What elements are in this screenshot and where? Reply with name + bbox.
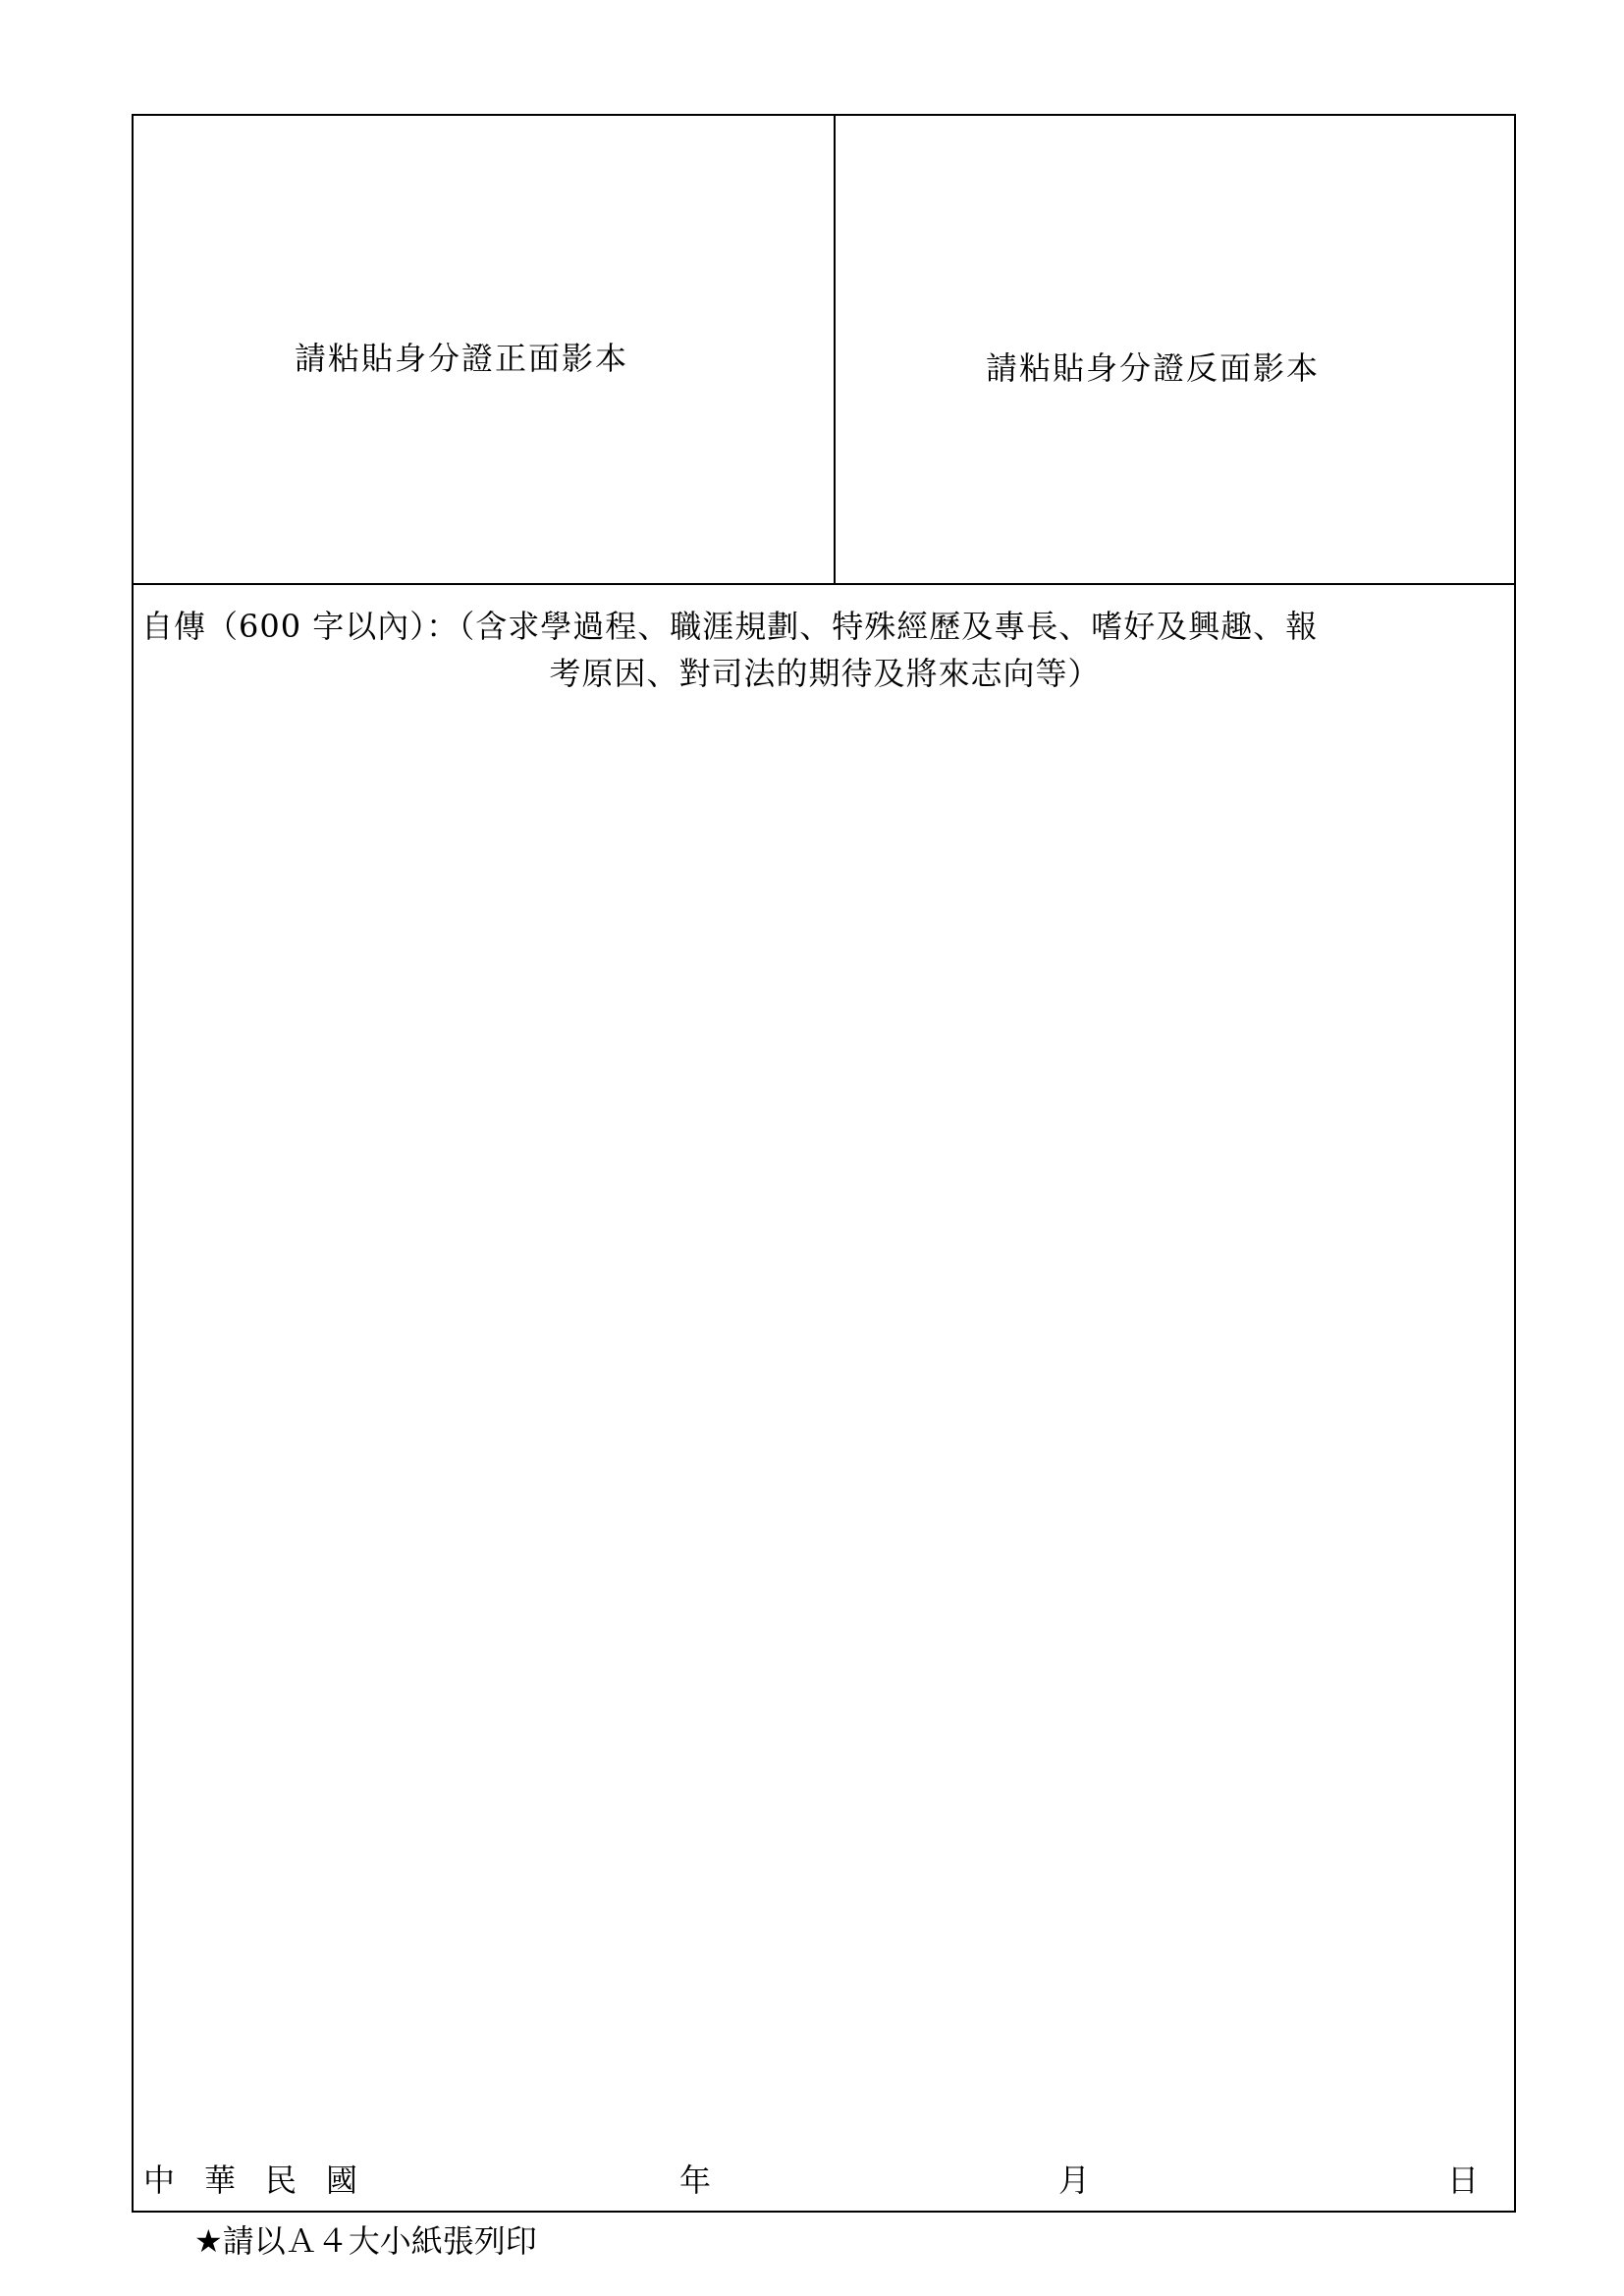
print-footnote [194, 2216, 537, 2262]
id-back-paste-area [836, 116, 1516, 583]
autobiography-instruction-line-2: 考原因、對司法的期待及將來志向等） [549, 655, 1101, 692]
star-icon: ★ [194, 2222, 223, 2260]
print-instruction-text: 請以Ａ４大小紙張列印 [222, 2222, 537, 2260]
id-front-label: 請粘貼身分證正面影本 [295, 340, 629, 377]
id-and-autobiography-form [132, 114, 1516, 2213]
id-front-paste-area [134, 116, 836, 583]
signature-date-row [134, 2156, 1514, 2199]
date-era-label: 中華民國 [143, 2162, 388, 2199]
date-day-label: 日 [1447, 2162, 1480, 2199]
id-back-label: 請粘貼身分證反面影本 [986, 349, 1321, 387]
autobiography-section [134, 585, 1514, 2211]
date-year-label: 年 [679, 2162, 712, 2199]
autobiography-instruction-line-1: 自傳（600 字以內）：（含求學過程、職涯規劃、特殊經歷及專長、嗜好及興趣、報 [141, 608, 1319, 645]
date-month-label: 月 [1058, 2162, 1091, 2199]
autobiography-instructions [141, 603, 1508, 697]
id-card-copy-row [134, 116, 1514, 585]
